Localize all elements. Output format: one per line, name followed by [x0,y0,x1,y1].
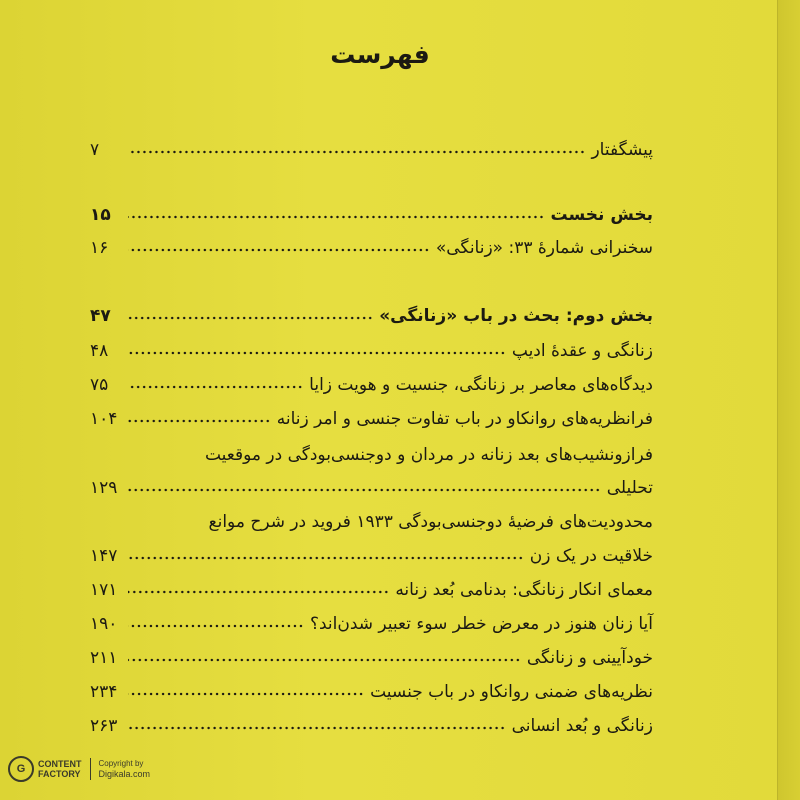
toc-entry-title: زنانگی و بُعد انسانی [511,716,653,736]
dot-leader [128,349,506,357]
toc-entry-title: پیشگفتار [591,140,653,160]
copyright-label: Copyright by [98,758,144,768]
toc-entry-part-two[interactable] [90,295,653,329]
toc-entry-title: آیا زنان هنوز در معرض خطر سوء تعبیر شدن‌اند؟ [309,614,653,634]
toc-entry-oedipus[interactable] [90,330,653,364]
page-title: فهرست [330,40,430,69]
dot-leader [128,148,585,156]
toc-page-number: ۲۱۱ [90,648,118,668]
toc-entry-freud-1933-line1: محدودیت‌های فرضیهٔ دوجنسی‌بودگی ۱۹۳۳ فروید در شرح موانع [208,512,653,532]
toc-page-number: ۱۲۹ [90,478,118,498]
toc-page-number: ۲۶۳ [90,716,118,736]
dot-leader [128,622,304,630]
toc-entry-title: بخش دوم: بحث در باب «زنانگی» [379,306,653,326]
toc-page-number: ۱۷۱ [90,580,118,600]
page-edge [777,0,800,800]
toc-entry-title: دیدگاه‌های معاصر بر زنانگی، جنسیت و هویت زایا [309,375,653,395]
table-of-contents [90,0,653,800]
dot-leader [128,486,601,494]
toc-entry-narcissism[interactable] [90,637,653,671]
toc-page-number: ۱۴۷ [90,546,118,566]
toc-entry-bisexuality-line1: فرازونشیب‌های بعد زنانه در مردان و دوجنسی‌بودگی در موقعیت [204,445,653,465]
toc-page-number: ۴۸ [90,341,109,361]
content-factory-icon: G [8,756,34,782]
toc-entry-contemporary-views[interactable] [90,364,653,398]
toc-page-number: ۱۶ [90,238,109,258]
brand-line1: CONTENT [38,759,82,769]
toc-entry-implicit-theories[interactable] [90,671,653,705]
toc-entry-title: سخنرانی شمارهٔ ۳۳: «زنانگی» [435,238,653,258]
toc-entry-title: بخش نخست [550,205,653,225]
toc-entry-title: تحلیلی [606,478,653,498]
toc-entry-metatheories[interactable] [90,398,653,432]
toc-entry-misinterpretation[interactable] [90,603,653,637]
logo-divider [90,758,91,780]
toc-page-number: ۱۵ [90,205,111,225]
watermark-logo [8,756,150,782]
dot-leader [128,383,303,391]
toc-entry-part-one[interactable] [90,194,653,228]
toc-entry-bisexuality[interactable] [90,467,653,501]
dot-leader [128,690,364,698]
toc-page-number: ۷۵ [90,375,109,395]
toc-page-number: ۱۰۴ [90,409,118,429]
dot-leader [128,213,544,221]
toc-page-number: ۷ [90,140,100,160]
toc-page-number: ۱۹۰ [90,614,118,634]
dot-leader [128,656,521,664]
toc-entry-preface[interactable] [90,129,653,163]
toc-entry-lecture-33[interactable] [90,227,653,261]
toc-entry-title: فرانظریه‌های روانکاو در باب تفاوت جنسی و امر زنانه [276,409,653,429]
toc-entry-title: خلاقیت در یک زن [529,546,653,566]
dot-leader [128,554,524,562]
toc-page-number: ۲۳۴ [90,682,118,702]
toc-entry-title: معمای انکار زنانگی: بدنامی بُعد زنانه [395,580,653,600]
toc-entry-human-dimension[interactable] [90,705,653,739]
toc-entry-title: نظریه‌های ضمنی روانکاو در باب جنسیت [370,682,653,702]
toc-page-number: ۴۷ [90,306,111,326]
dot-leader [128,724,506,732]
dot-leader [128,314,373,322]
toc-entry-enigma[interactable] [90,569,653,603]
toc-entry-title: زنانگی و عقدهٔ ادیپ [511,341,653,361]
dot-leader [128,246,430,254]
toc-entry-title: خودآیینی و زنانگی [526,648,653,668]
toc-entry-freud-1933[interactable] [90,535,653,569]
brand-line2: FACTORY [38,769,81,779]
dot-leader [128,417,271,425]
copyright-site: Digikala.com [98,768,151,779]
dot-leader [128,588,389,596]
